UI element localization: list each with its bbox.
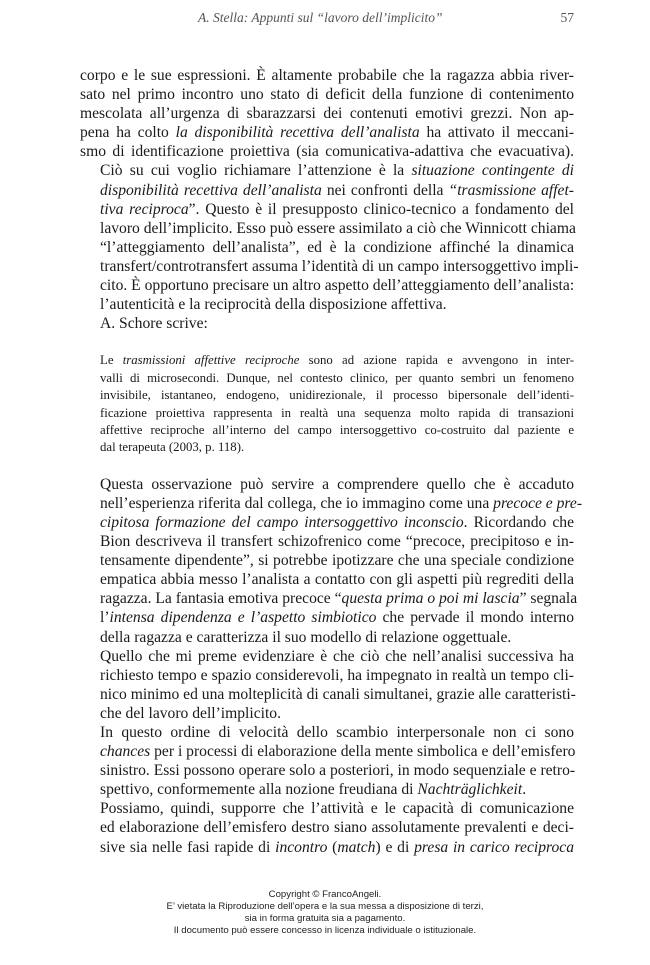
text-line: nico minimo ed una molteplicità di canali simultanei, grazie alle caratteristi-	[100, 685, 576, 703]
text-line: Possiamo, quindi, supporre che l’attività e le capacità di comunicazione	[100, 800, 574, 818]
text-line: ficazione proiettiva rappresenta in realtà una sequenza molto rapida di transazioni	[100, 405, 574, 420]
footer-line: sia in forma gratuita sia a pagamento.	[244, 913, 406, 924]
paragraph	[80, 723, 574, 799]
page-number: 57	[560, 10, 574, 25]
paragraph	[80, 647, 574, 723]
copyright-footer	[0, 889, 650, 937]
paragraph	[80, 475, 583, 647]
running-title: A. Stella: Appunti sul “lavoro dell’implicito”	[198, 10, 443, 25]
text-line: cito. È opportuno precisare un altro aspetto dell’atteggiamento dell’analista:	[100, 277, 575, 295]
block-quote	[80, 352, 574, 456]
text-line: Le trasmissioni affettive reciproche sono ad azione rapida e avvengono in inter-	[100, 353, 574, 368]
text-line: della ragazza e caratterizza il suo modello di relazione oggettuale.	[100, 628, 512, 646]
text-line: chances per i processi di elaborazione della mente simbolica e dell’emisfero	[100, 743, 576, 761]
text-line: Quello che mi preme evidenziare è che ciò che nell’analisi successiva ha	[100, 647, 574, 665]
text-line: cipitosa formazione del campo intersoggettivo inconscio. Ricordando che	[100, 513, 574, 531]
body-text	[80, 66, 583, 857]
text-line: affettive reciproche all’interno del campo intersoggettivo co-costruito dal paziente e	[100, 422, 574, 437]
paragraph	[80, 314, 574, 333]
text-line: smo di identificazione proiettiva (sia comunicativa-adattiva che evacuativa).	[80, 143, 574, 161]
text-line: richiesto tempo e spazio considerevoli, ha impegnato in realtà un tempo cli-	[100, 666, 574, 684]
text-line: tiva reciproca”. Questo è il presupposto clinico-tecnico a fondamento del	[100, 200, 574, 218]
text-line: ragazza. La fantasia emotiva precoce “questa prima o poi mi lascia” segnala	[100, 590, 578, 608]
text-line: A. Schore scrive:	[100, 315, 208, 333]
text-line: invisibile, istantaneo, endogeno, unidirezionale, il processo bipersonale dell’identi-	[100, 388, 574, 403]
text-line: mescolata all’urgenza di sbarazzarsi dei contenuti emotivi grezzi. Non ap-	[80, 105, 574, 123]
text-line: corpo e le sue espressioni. È altamente probabile che la ragazza abbia river-	[80, 67, 574, 84]
text-line: spettivo, conformemente alla nozione freudiana di Nachträglichkeit.	[100, 781, 527, 799]
text-line: sive sia nelle fasi rapide di incontro (match) e di presa in carico reciproca	[100, 838, 574, 856]
text-line: lavoro dell’implicito. Esso può essere assimilato a ciò che Winnicott chiama	[100, 219, 576, 237]
text-line: pena ha colto la disponibilità recettiva dell’analista ha attivato il meccani-	[80, 124, 575, 142]
text-line: l’autenticità e la reciprocità della disposizione affettiva.	[100, 296, 447, 314]
footer-line: Copyright © FrancoAngeli.	[268, 889, 382, 900]
text-line: disponibilità recettiva dell’analista nei confronti della “trasmissione affet-	[100, 181, 574, 199]
text-line: “l’atteggiamento dell’analista”, ed è la condizione affinché la dinamica	[100, 238, 574, 256]
text-line: Questa osservazione può servire a comprendere quello che è accaduto	[100, 475, 574, 493]
footer-line: Il documento può essere concesso in licenza individuale o istituzionale.	[173, 925, 477, 936]
text-line: empatica abbia messo l’analista a contatto con gli aspetti più regrediti della	[100, 571, 574, 589]
footer-line: E’ vietata la Riproduzione dell’opera e la sua messa a disposizione di terzi,	[166, 901, 484, 912]
text-line: valli di microsecondi. Dunque, nel contesto clinico, per quanto sembri un fenomeno	[100, 370, 574, 385]
text-line: tensamente dipendente”, si potrebbe ipotizzare che una speciale condizione	[100, 552, 574, 570]
paragraph	[80, 161, 579, 314]
quote-paragraph	[80, 352, 574, 456]
text-line: l’intensa dipendenza e l’aspetto simbiotico che pervade il mondo interno	[100, 609, 574, 627]
text-line: Bion descriveva il transfert schizofrenico come “precoce, precipitoso e in-	[100, 533, 574, 551]
paragraph	[80, 66, 574, 161]
text-line: sinistro. Essi possono operare solo a posteriori, in modo sequenziale e retro-	[100, 762, 576, 780]
text-line: ed elaborazione dell’emisfero destro siano assolutamente prevalenti e deci-	[100, 819, 574, 837]
text-line: dal terapeuta (2003, p. 118).	[100, 440, 245, 455]
text-line: transfert/controtransfert assuma l’identità di un campo intersoggettivo impli-	[100, 257, 579, 275]
text-line: nell’esperienza riferita dal collega, che io immagino come una precoce e pre-	[100, 494, 583, 512]
text-line: che del lavoro dell’implicito.	[100, 704, 282, 722]
paragraph	[80, 799, 574, 856]
text-line: In questo ordine di velocità dello scambio interpersonale non ci sono	[100, 723, 574, 741]
text-line: Ciò su cui voglio richiamare l’attenzione è la situazione contingente di	[100, 162, 574, 180]
text-line: sato nel primo incontro uno stato di deficit della funzione di contenimento	[80, 86, 574, 104]
